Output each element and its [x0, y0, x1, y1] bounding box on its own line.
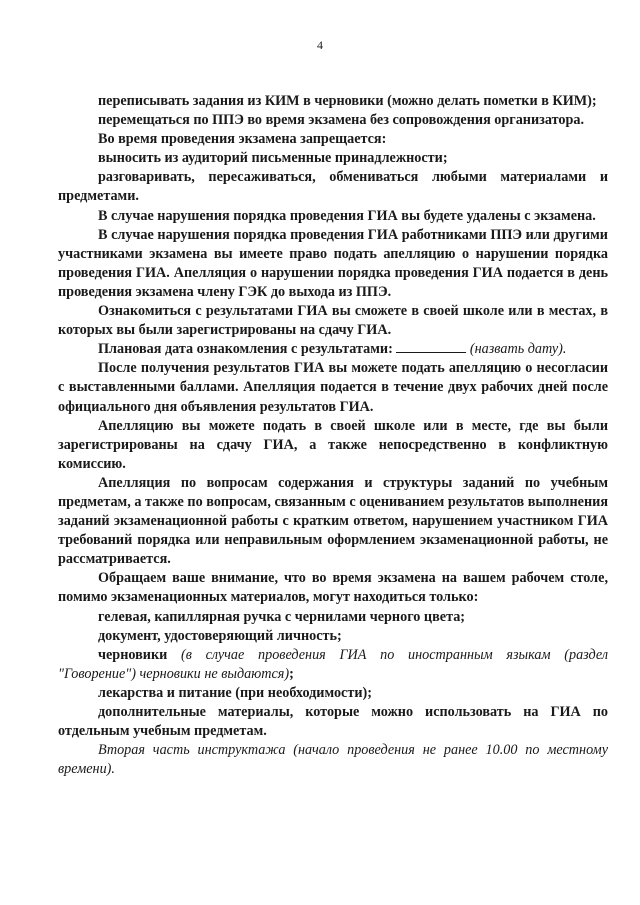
paragraph-item-extra-materials: дополнительные материалы, которые можно использовать на ГИА по отдельным учебным предметам. — [58, 704, 608, 740]
page-number: 4 — [317, 38, 323, 52]
paragraph-copy-tasks: переписывать задания из КИМ в черновики (можно делать пометки в КИМ); — [98, 93, 597, 109]
paragraph-item-pen: гелевая, капиллярная ручка с чернилами черного цвета; — [98, 608, 466, 625]
paragraph-no-talking: разговаривать, пересаживаться, обмениваться любыми материалами и предметами. — [58, 169, 608, 205]
paragraph-move-without-escort: перемещаться по ППЭ во время экзамена без сопровождения организатора. — [98, 112, 584, 129]
drafts-note: (в случае проведения ГИА по иностранным языкам (раздел "Говорение") черновики не выдаются) — [58, 646, 609, 682]
planned-date-text: Плановая дата ознакомления с результатами: — [98, 341, 393, 358]
drafts-text: черновики — [98, 646, 168, 663]
planned-date-note: (назвать дату). — [469, 341, 567, 358]
paragraph-allowed-items-heading: Обращаем ваше внимание, что во время экзамена на вашем рабочем столе, помимо экзаменационных материалов, могут находиться только: — [58, 570, 608, 606]
paragraph-appeal-not-considered: Апелляция по вопросам содержания и структуры заданий по учебным предметам, а также по вопросам, связанным с оцениванием результатов выполнения заданий экзаменационной работы с кратким ответом, нарушением участником ГИА требований порядка или неправильным оформлением экзаменационной работы, не рассматривается. — [58, 474, 608, 568]
paragraph-results-location: Ознакомиться с результатами ГИА вы сможете в своей школе или в местах, в которых вы были зарегистрированы на сдачу ГИА. — [58, 303, 608, 339]
paragraph-planned-date — [58, 340, 608, 359]
document-body — [58, 92, 608, 779]
drafts-end: ; — [289, 665, 294, 682]
paragraph-item-id-document: документ, удостоверяющий личность; — [98, 627, 342, 644]
paragraph-prohibited-heading: Во время проведения экзамена запрещается: — [98, 131, 387, 148]
date-blank-line — [396, 340, 466, 353]
paragraph-item-medicine: лекарства и питание (при необходимости); — [98, 684, 372, 701]
paragraph-appeal-where: Апелляцию вы можете подать в своей школе или в месте, где вы были зарегистрированы на сдачу ГИА, а также непосредственно в конфликтную комиссию. — [58, 417, 608, 472]
paragraph-item-drafts — [58, 646, 608, 684]
paragraph-appeal-scores: После получения результатов ГИА вы можете подать апелляцию о несогласии с выставленными баллами. Апелляция подается в течение двух рабочих дней после официального дня объявления результатов ГИА. — [58, 360, 608, 415]
paragraph-appeal-procedure-violation: В случае нарушения порядка проведения ГИА работниками ППЭ или другими участниками экзамена вы имеете право подать апелляцию о нарушении порядка проведения ГИА. Апелляция о нарушении порядка проведения ГИА подается в день проведения экзамена члену ГЭК до выхода из ППЭ. — [58, 226, 608, 300]
paragraph-no-removing-supplies: выносить из аудиторий письменные принадлежности; — [98, 150, 448, 167]
paragraph-removal-warning: В случае нарушения порядка проведения ГИА вы будете удалены с экзамена. — [98, 207, 596, 224]
paragraph-second-part-note: Вторая часть инструктажа (начало проведения не ранее 10.00 по местному времени). — [58, 742, 608, 778]
